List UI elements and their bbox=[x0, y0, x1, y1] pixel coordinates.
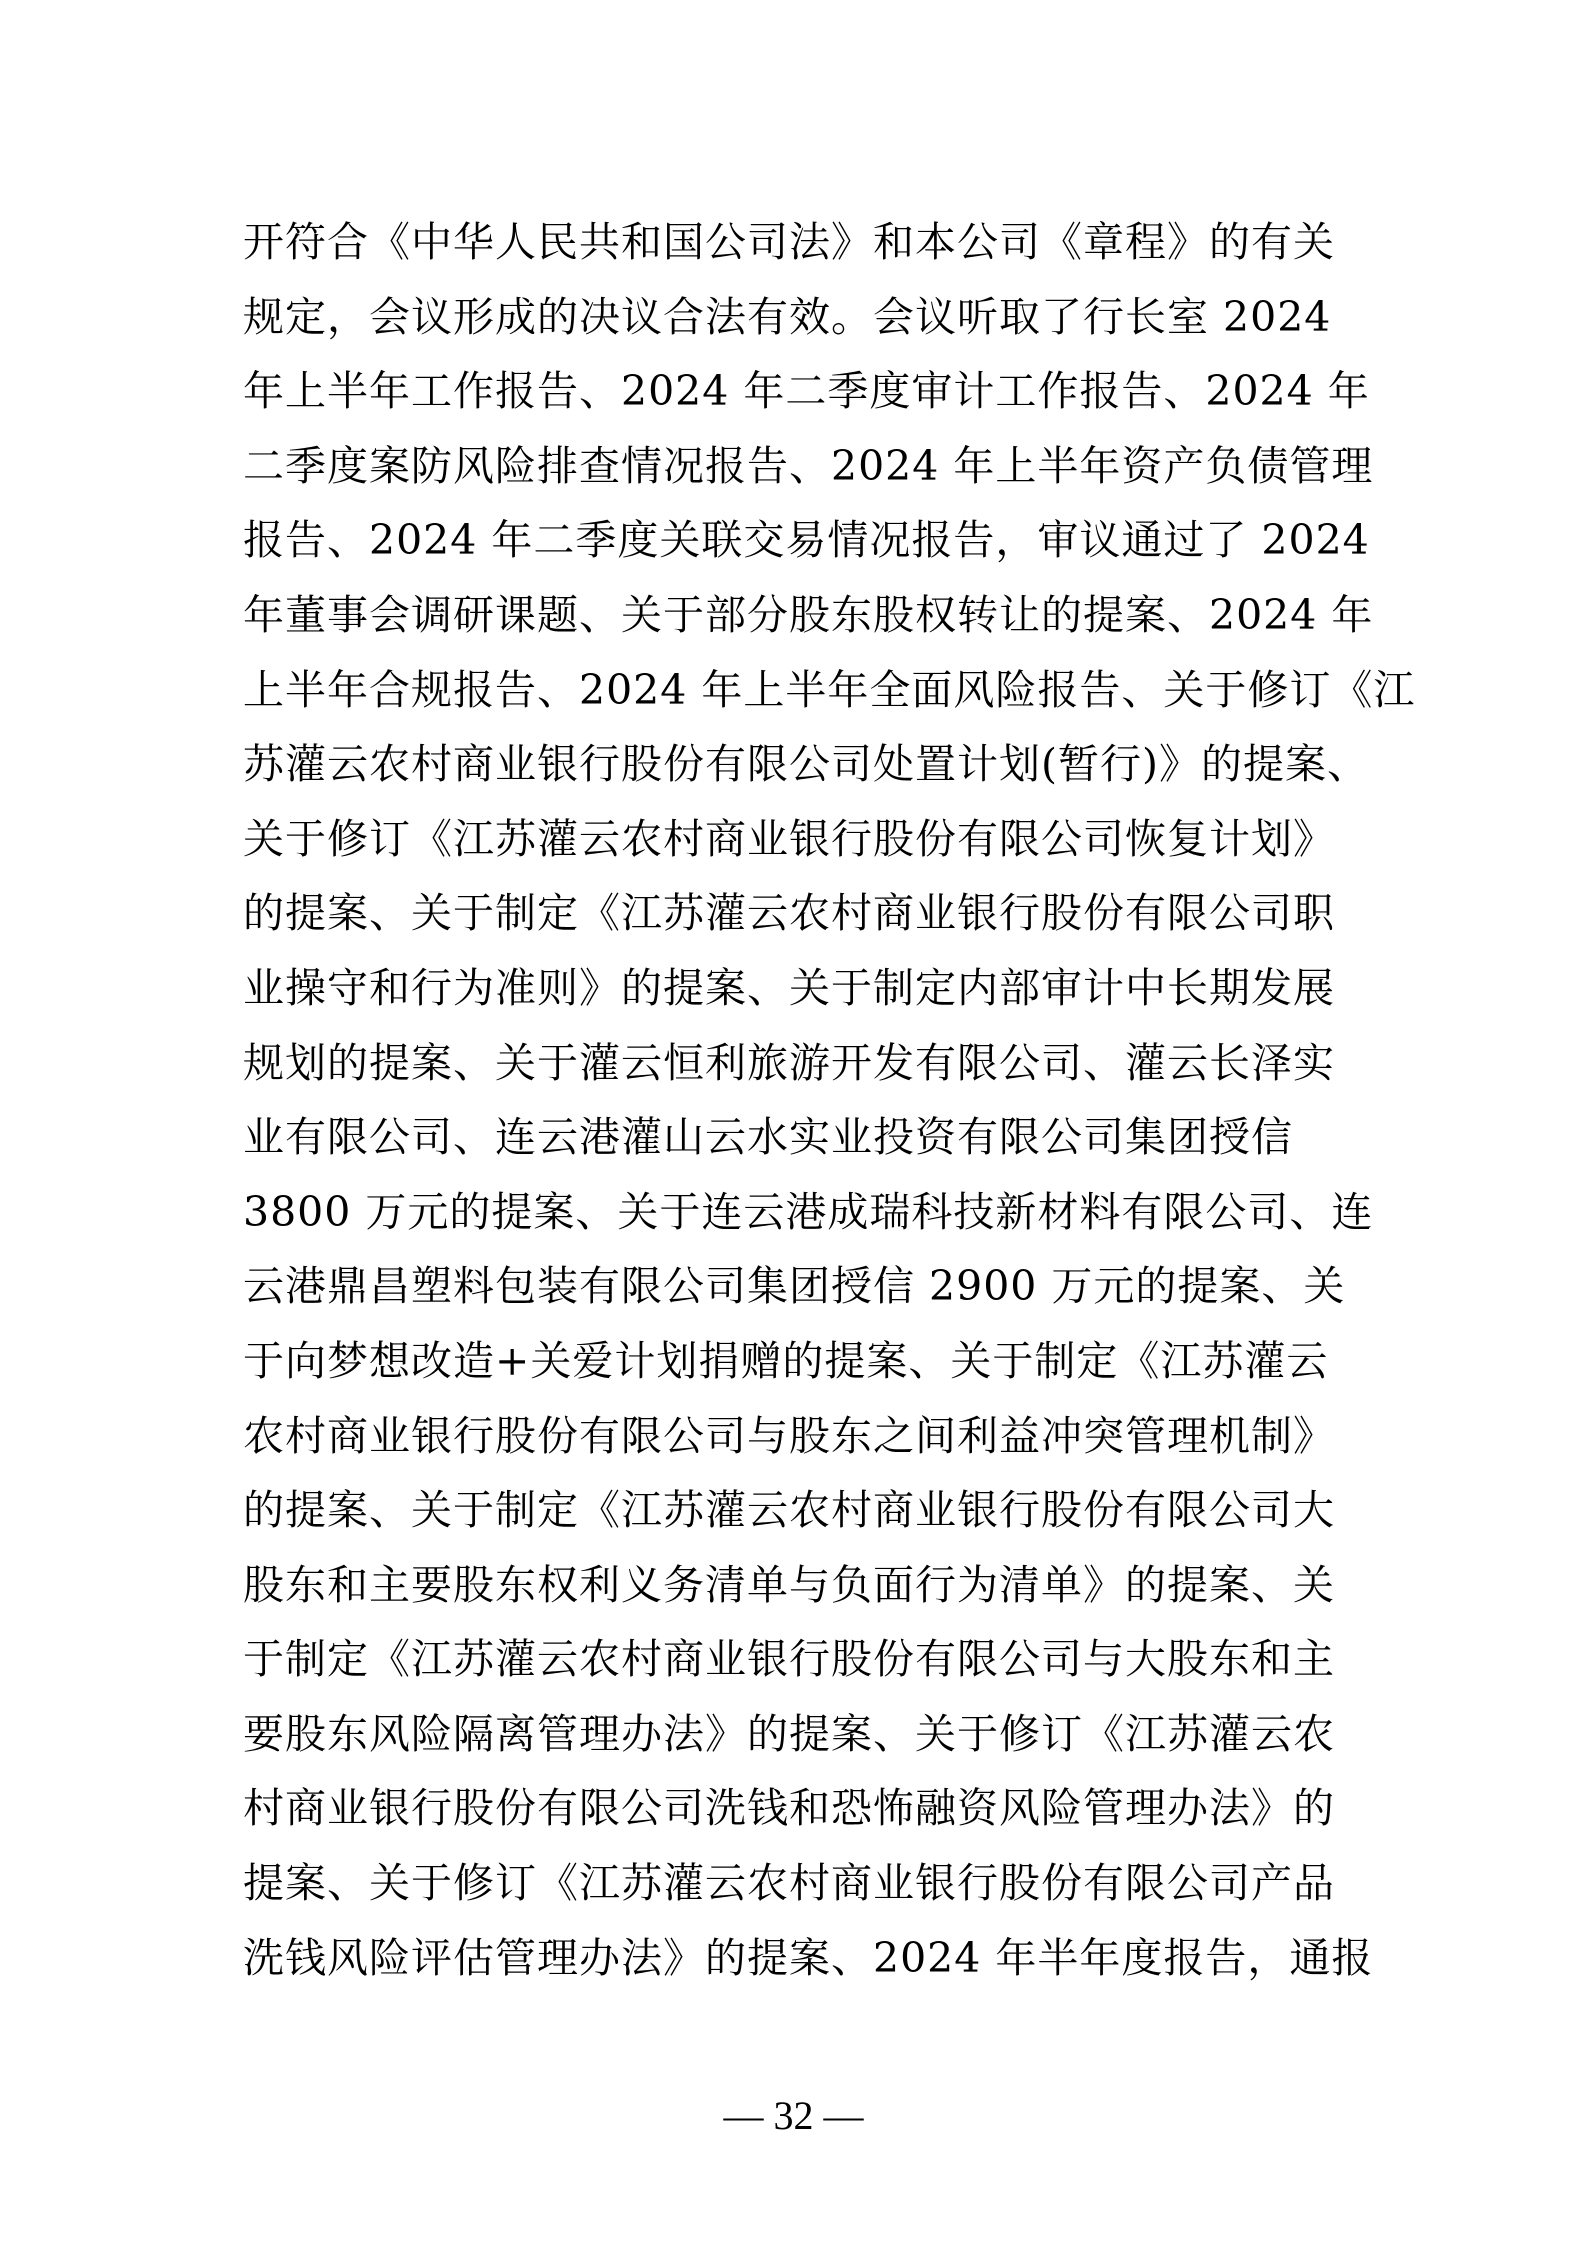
text-line-8: 苏灌云农村商业银行股份有限公司处置计划(暂行)》的提案、 bbox=[243, 740, 1369, 789]
text-line-1: 开符合《中华人民共和国公司法》和本公司《章程》的有关 bbox=[243, 218, 1335, 266]
text-line-17: 农村商业银行股份有限公司与股东之间利益冲突管理机制》 bbox=[243, 1411, 1335, 1460]
text-line-22: 村商业银行股份有限公司洗钱和恐怖融资风险管理办法》的 bbox=[243, 1784, 1335, 1833]
text-line-9: 关于修订《江苏灌云农村商业银行股份有限公司恢复计划》 bbox=[243, 814, 1335, 863]
text-line-7: 上半年合规报告、2024 年上半年全面风险报告、关于修订《江 bbox=[243, 665, 1416, 714]
text-line-4: 二季度案防风险排查情况报告、2024 年上半年资产负债管理 bbox=[243, 441, 1374, 490]
text-line-13: 业有限公司、连云港灌山云水实业投资有限公司集团授信 bbox=[243, 1113, 1293, 1162]
text-line-6: 年董事会调研课题、关于部分股东股权转让的提案、2024 年 bbox=[243, 590, 1374, 639]
text-line-3: 年上半年工作报告、2024 年二季度审计工作报告、2024 年 bbox=[243, 367, 1370, 416]
text-line-15: 云港鼎昌塑料包装有限公司集团授信 2900 万元的提案、关 bbox=[243, 1262, 1346, 1311]
text-line-5: 报告、2024 年二季度关联交易情况报告，审议通过了 2024 bbox=[243, 516, 1370, 565]
text-line-18: 的提案、关于制定《江苏灌云农村商业银行股份有限公司大 bbox=[243, 1486, 1335, 1535]
text-line-20: 于制定《江苏灌云农村商业银行股份有限公司与大股东和主 bbox=[243, 1635, 1335, 1684]
text-line-10: 的提案、关于制定《江苏灌云农村商业银行股份有限公司职 bbox=[243, 889, 1335, 938]
text-line-21: 要股东风险隔离管理办法》的提案、关于修订《江苏灌云农 bbox=[243, 1709, 1335, 1758]
text-line-2: 规定，会议形成的决议合法有效。会议听取了行长室 2024 bbox=[243, 292, 1332, 341]
text-line-19: 股东和主要股东权利义务清单与负面行为清单》的提案、关 bbox=[243, 1560, 1335, 1609]
text-line-14: 3800 万元的提案、关于连云港成瑞科技新材料有限公司、连 bbox=[243, 1187, 1374, 1236]
page-number: — 32 — bbox=[723, 2093, 864, 2138]
text-line-16: 于向梦想改造+关爱计划捐赠的提案、关于制定《江苏灌云 bbox=[243, 1336, 1329, 1385]
text-line-23: 提案、关于修订《江苏灌云农村商业银行股份有限公司产品 bbox=[243, 1859, 1335, 1908]
text-line-24: 洗钱风险评估管理办法》的提案、2024 年半年度报告，通报 bbox=[243, 1933, 1374, 1982]
text-line-12: 规划的提案、关于灌云恒利旅游开发有限公司、灌云长泽实 bbox=[243, 1038, 1335, 1087]
text-line-11: 业操守和行为准则》的提案、关于制定内部审计中长期发展 bbox=[243, 963, 1335, 1012]
body-text bbox=[243, 205, 1416, 1995]
